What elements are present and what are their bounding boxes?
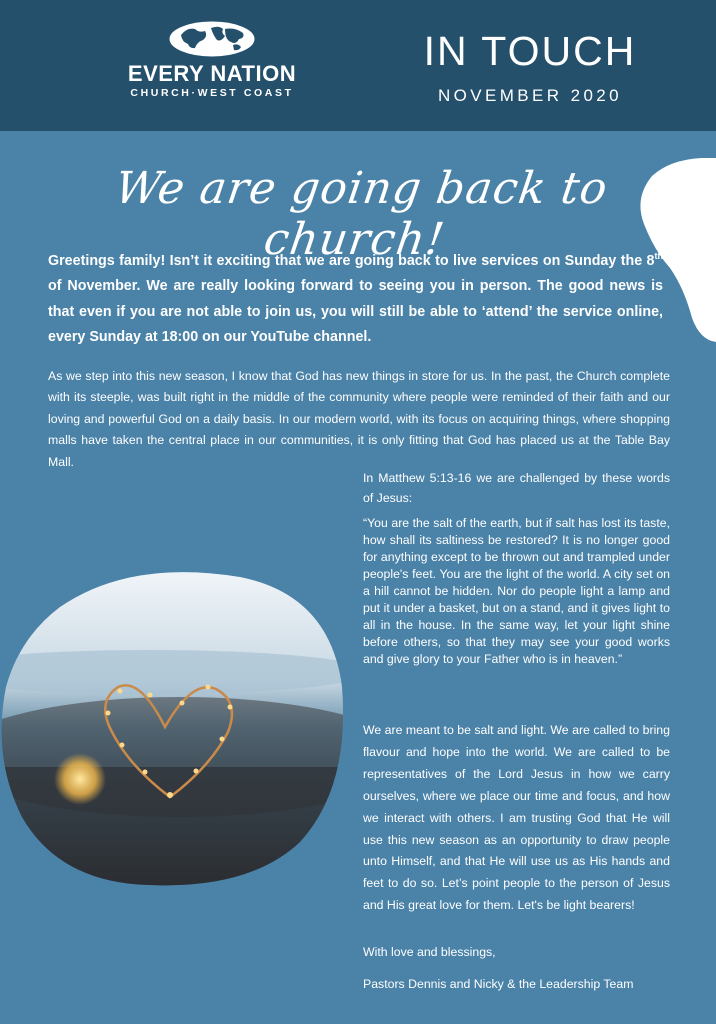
- scripture-intro: In Matthew 5:13-16 we are challenged by these words of Jesus:: [363, 471, 670, 506]
- body-paragraph-1: As we step into this new season, I know that God has new things in store for us. In the past, the Church complete with its steeple, was built right in the middle of the community where people were reminded of their faith and our loving and powerful God on a daily basis. In our modern world, with its focus on acquiring things, where shopping malls have taken the central place in our communities, it is only fitting that God has placed us at the Table Bay Mall.: [48, 369, 670, 469]
- signature: Pastors Dennis and Nicky & the Leadership Team: [363, 977, 634, 991]
- newsletter-title: IN TOUCH: [423, 28, 637, 74]
- scripture-quote: “You are the salt of the earth, but if salt has lost its taste, how shall its saltiness be restored? It is no longer good for anything except to be thrown out and trampled under people's feet. You are the light of the world. A city set on a hill cannot be hidden. Nor do people light a lamp and put it under a basket, but on a stand, and it gives light to all in the house. In the same way, let your light shine before others, so that they may see your good works and give glory to your Father who is in heaven.”: [363, 516, 670, 666]
- closing-line: With love and blessings,: [363, 945, 496, 959]
- org-subtitle: CHURCH·WEST COAST: [130, 87, 294, 99]
- globe-logo-icon: [167, 19, 257, 59]
- header-banner: [0, 0, 716, 131]
- headline-script: We are going back to church!: [111, 163, 612, 265]
- heart-lights-photo: [0, 567, 345, 889]
- intro-paragraph: Greetings family! Isn’t it exciting that we are going back to live services on Sunday the 8th of November. We are really looking forward to seeing you in person. The good news is that even if you are not able to join us, you will still be able to ‘attend’ the service online, every Sunday at 18:00 on our YouTube channel.: [48, 251, 663, 345]
- body-paragraph-3: We are meant to be salt and light. We are called to bring flavour and hope into the world. We are called to be representatives of the Lord Jesus in how we carry ourselves, where we place our time and focus, and how we interact with others. I am trusting God that He will use this new season as an opportunity to draw people unto Himself, and that He will use us as His hands and feet to do so. Let’s point people to the person of Jesus and His great love for them. Let's be light bearers!: [363, 723, 670, 913]
- issue-date: NOVEMBER 2020: [437, 86, 623, 105]
- org-name: EVERY NATION: [127, 61, 297, 86]
